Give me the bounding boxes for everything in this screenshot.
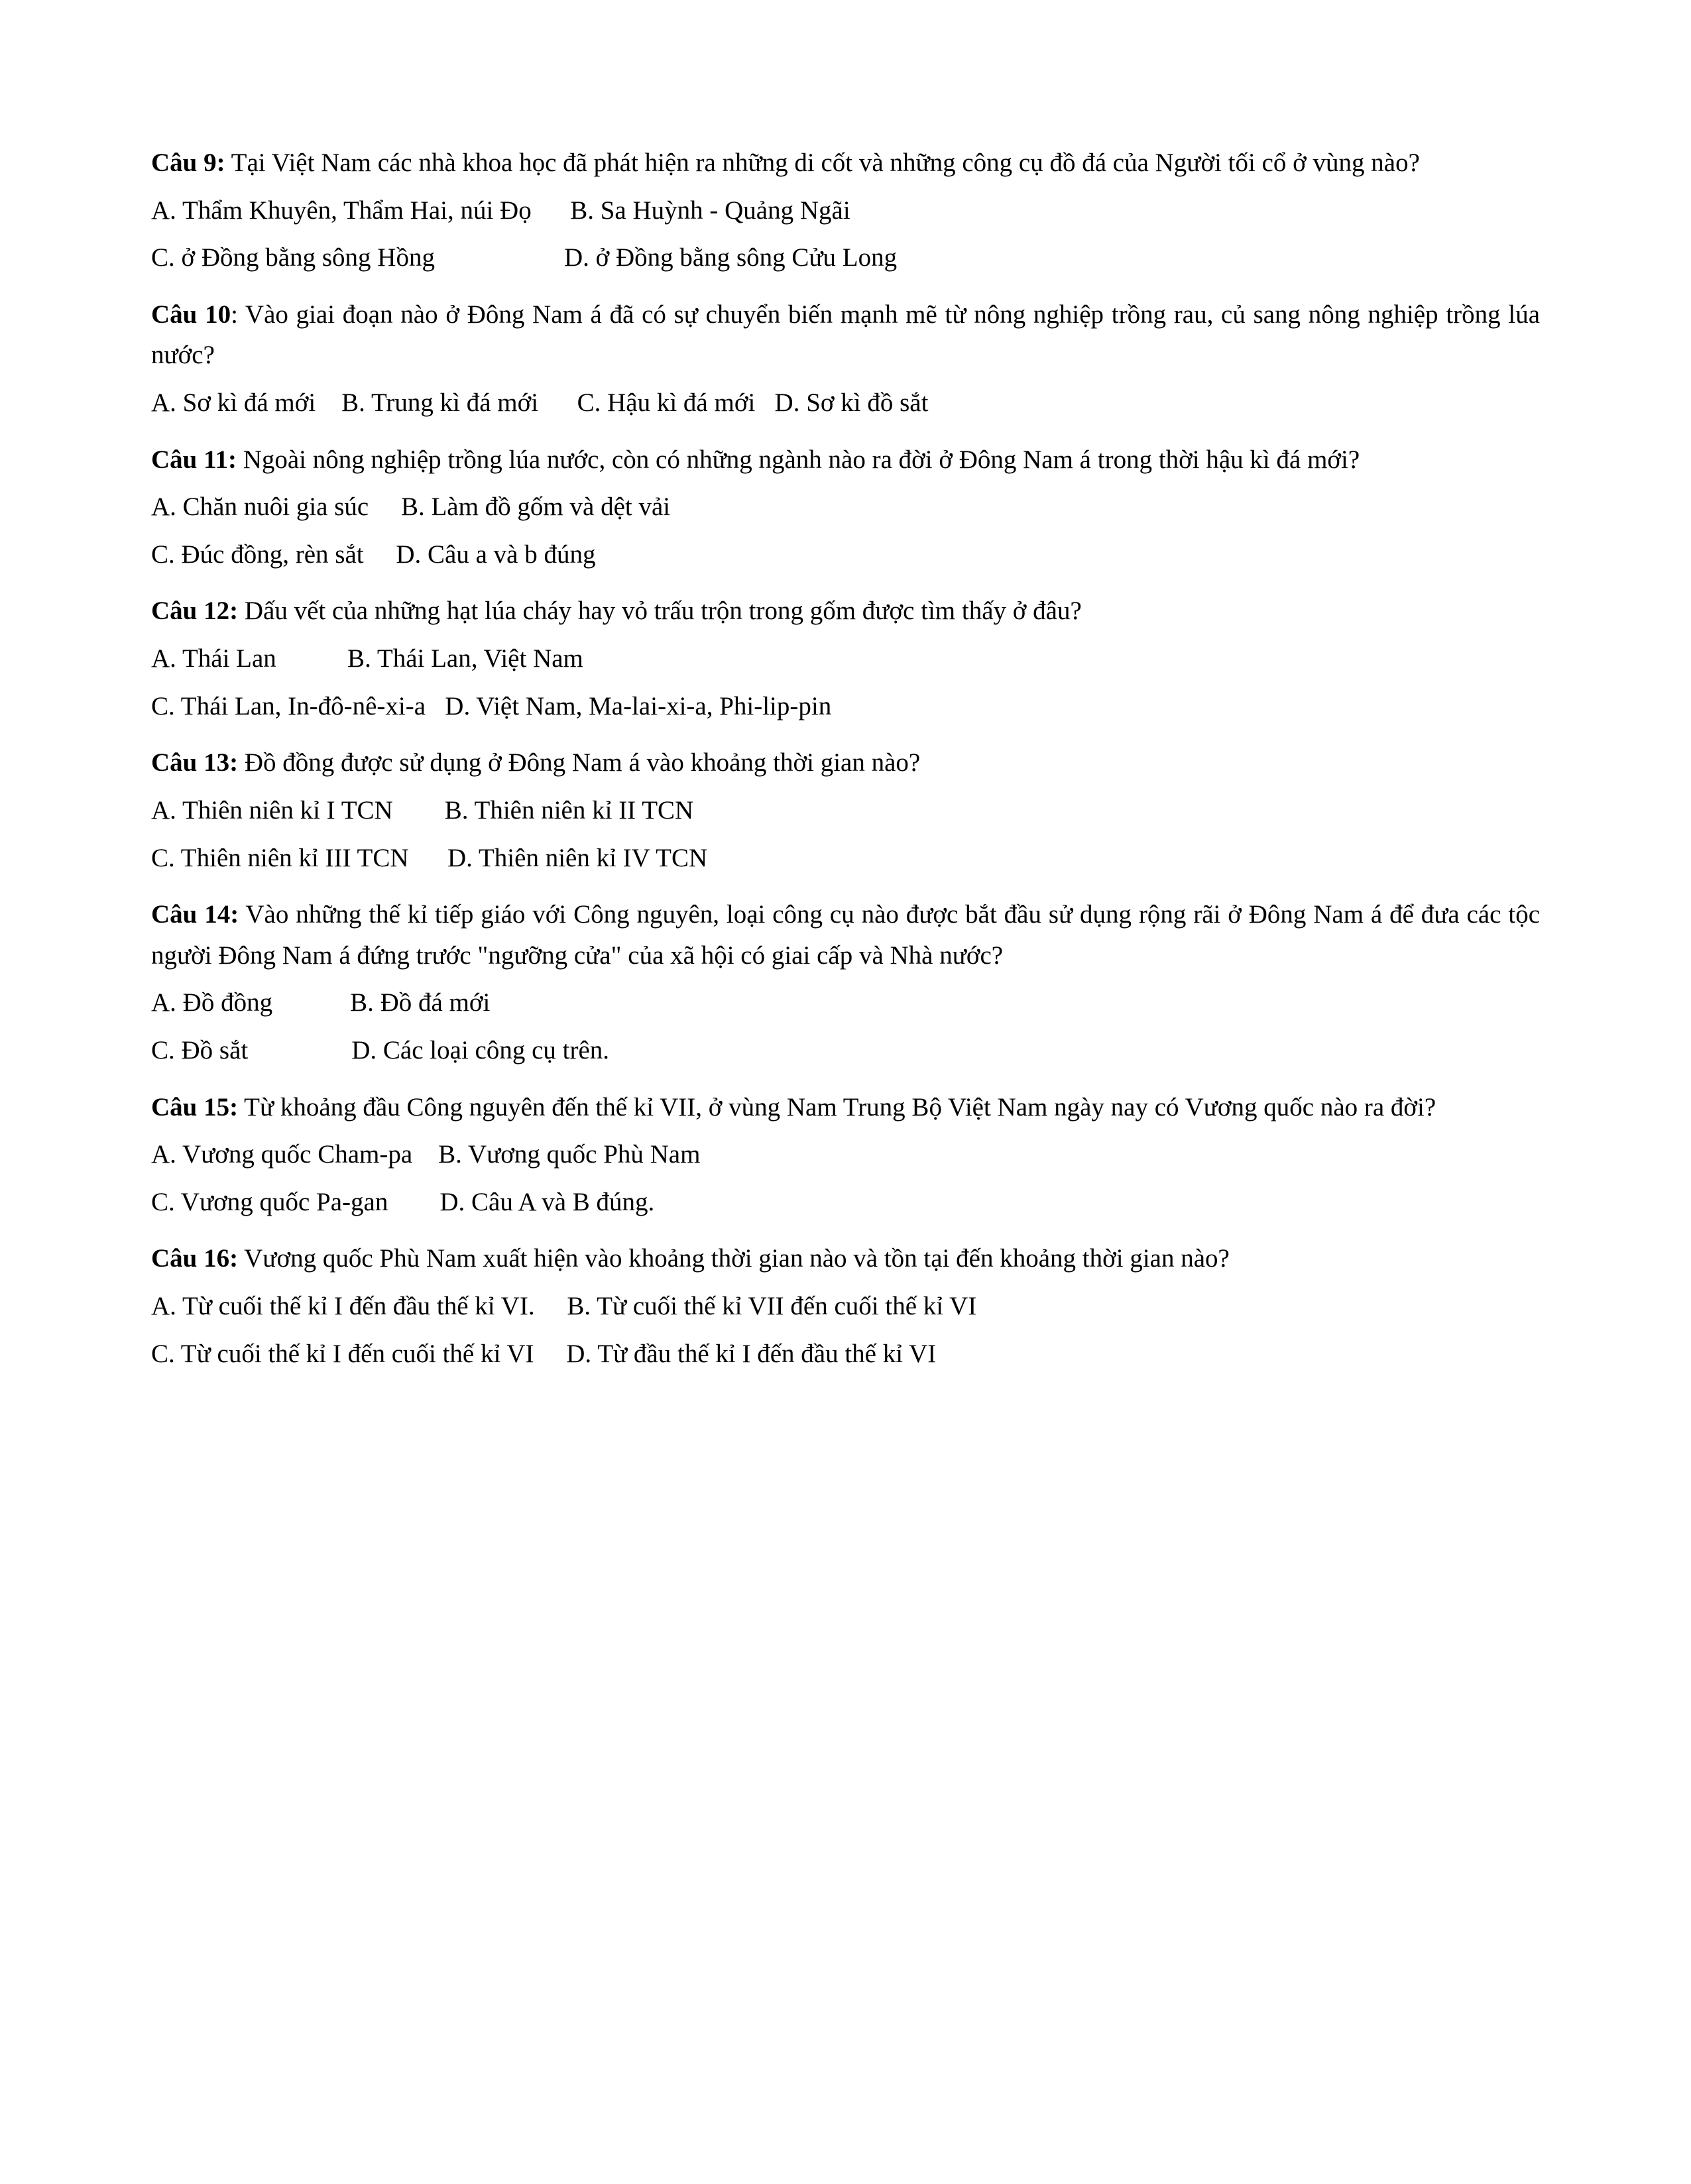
question-stem	[151, 591, 1540, 632]
option-line: A. Từ cuối thế kỉ I đến đầu thế kỉ VI. B. Từ cuối thế kỉ VII đến cuối thế kỉ VI	[151, 1292, 977, 1321]
block-spacer	[151, 430, 1540, 439]
question-block	[151, 1087, 1540, 1223]
question-text: Tại Việt Nam các nhà khoa học đã phát hiện ra những di cốt và những công cụ đồ đá của Người tối cổ ở vùng nào?	[225, 148, 1420, 177]
question-stem	[151, 1087, 1540, 1128]
block-spacer	[151, 581, 1540, 591]
option-line: C. Đồ sắt D. Các loại công cụ trên.	[151, 1035, 610, 1064]
option-line: C. Thái Lan, In-đô-nê-xi-a D. Việt Nam, Ma-lai-xi-a, Phi-lip-pin	[151, 691, 832, 720]
option-line: C. Đúc đồng, rèn sắt D. Câu a và b đúng	[151, 540, 596, 569]
block-spacer	[151, 1229, 1540, 1238]
question-label: Câu 13:	[151, 748, 239, 777]
question-text: Ngoài nông nghiệp trồng lúa nước, còn có những ngành nào ra đời ở Đông Nam á trong thời hậu kì đá mới?	[236, 445, 1360, 474]
question-text: Vào những thế kỉ tiếp giáo với Công nguyên, loại công cụ nào được bắt đầu sử dụng rộng rãi ở Đông Nam á để đưa các tộc người Đông Nam á đứng trước "ngưỡng cửa" của xã hội có giai cấp và Nhà nước?	[151, 900, 1541, 970]
question-label: Câu 15:	[151, 1092, 239, 1121]
option-line: C. Vương quốc Pa-gan D. Câu A và B đúng.	[151, 1187, 655, 1216]
question-label: Câu 9:	[151, 148, 225, 177]
question-stem	[151, 439, 1540, 481]
question-block	[151, 742, 1540, 878]
question-stem	[151, 143, 1540, 184]
option-line: A. Chăn nuôi gia súc B. Làm đồ gốm và dệt vải	[151, 492, 671, 522]
question-block	[151, 439, 1540, 575]
question-stem	[151, 894, 1540, 976]
question-label: Câu 11:	[151, 445, 237, 474]
question-text: Vương quốc Phù Nam xuất hiện vào khoảng thời gian nào và tồn tại đến khoảng thời gian nào?	[238, 1244, 1230, 1273]
question-label: Câu 14:	[151, 900, 239, 929]
question-block	[151, 1238, 1540, 1374]
question-text: Dấu vết của những hạt lúa cháy hay vỏ trấu trộn trong gốm được tìm thấy ở đâu?	[238, 597, 1082, 626]
question-block	[151, 591, 1540, 726]
option-line: A. Thiên niên kỉ I TCN B. Thiên niên kỉ II TCN	[151, 795, 694, 825]
question-block	[151, 894, 1540, 1070]
question-stem	[151, 1238, 1540, 1279]
block-spacer	[151, 285, 1540, 294]
question-text: Đồ đồng được sử dụng ở Đông Nam á vào khoảng thời gian nào?	[238, 748, 921, 777]
option-line: C. Từ cuối thế kỉ I đến cuối thế kỉ VI D. Từ đầu thế kỉ I đến đầu thế kỉ VI	[151, 1339, 937, 1368]
question-block	[151, 294, 1540, 424]
block-spacer	[151, 885, 1540, 894]
option-line: A. Thẩm Khuyên, Thẩm Hai, núi Đọ B. Sa Huỳnh - Quảng Ngãi	[151, 196, 850, 225]
option-line: A. Thái Lan B. Thái Lan, Việt Nam	[151, 644, 583, 673]
option-line: C. Thiên niên kỉ III TCN D. Thiên niên kỉ IV TCN	[151, 843, 708, 872]
question-label: Câu 10	[151, 300, 231, 329]
question-text: : Vào giai đoạn nào ở Đông Nam á đã có sự chuyển biến mạnh mẽ từ nông nghiệp trồng rau, củ sang nông nghiệp trồng lúa nước?	[151, 300, 1541, 370]
question-stem	[151, 742, 1540, 783]
block-spacer	[151, 1078, 1540, 1087]
option-line: A. Sơ kì đá mới B. Trung kì đá mới C. Hậu kì đá mới D. Sơ kì đồ sắt	[151, 388, 929, 418]
question-label: Câu 16:	[151, 1244, 239, 1273]
question-text: Từ khoảng đầu Công nguyên đến thế kỉ VII, ở vùng Nam Trung Bộ Việt Nam ngày nay có Vương quốc nào ra đời?	[238, 1092, 1436, 1121]
option-line: C. ở Đồng bằng sông Hồng D. ở Đồng bằng sông Cửu Long	[151, 243, 898, 272]
question-block	[151, 143, 1540, 278]
option-line: A. Vương quốc Cham-pa B. Vương quốc Phù Nam	[151, 1140, 701, 1169]
question-label: Câu 12:	[151, 597, 239, 626]
option-line: A. Đồ đồng B. Đồ đá mới	[151, 988, 491, 1017]
block-spacer	[151, 733, 1540, 742]
question-stem	[151, 294, 1540, 376]
